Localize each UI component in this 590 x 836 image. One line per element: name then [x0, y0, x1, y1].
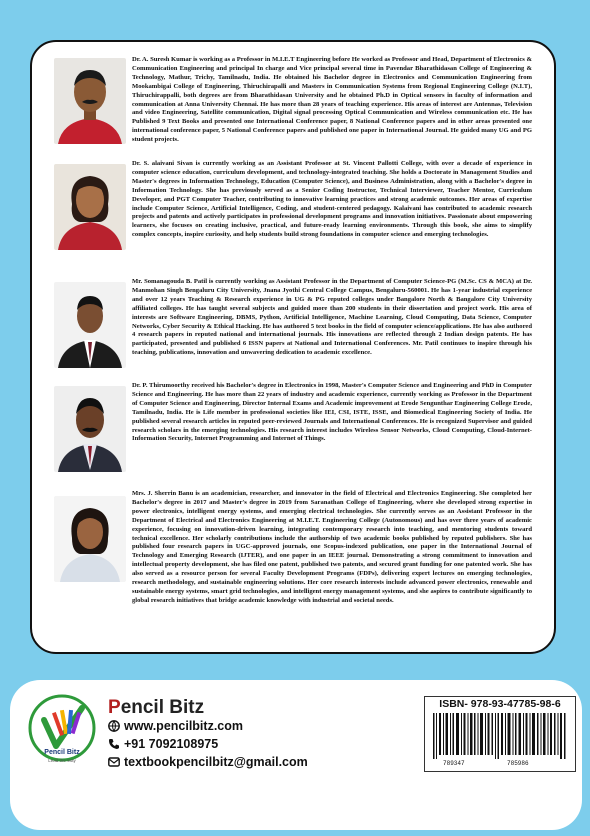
author-photo	[54, 496, 126, 582]
isbn-barcode	[424, 696, 576, 772]
email-link[interactable]: textbookpencilbitz@gmail.com	[108, 754, 308, 770]
isbn-number: ISBN- 978-93-47785-98-6	[439, 698, 561, 710]
author-photo	[54, 58, 126, 144]
svg-text:Lead the Way: Lead the Way	[48, 758, 76, 763]
bio-text: Dr. P. Thirumoorthy received his Bachelor's degree in Electronics in 1998, Master's Computer Science and Engineering and PhD in Computer Science and Engineering. He has more than 22 years of industry and academic experience, currently working as Professor in the Department of Computer Science and Engineering, Director Internal Exams and Academic improvement at Erode Sengunthar Engineering College Erode, Tamilnadu, India. He is Life member in professional societies like IEI, CSI, ISTE, ISSE, and Biomedical Engineering Society of India. He published several research articles in reputed peer-reviewed Journals and International Conferences. He is recognized Supervisor and guided research scholars in the emerging technologies. His research interest includes Wireless Sensor Networks, Cloud Computing, Cloud-Internet-Information Security, Internet Programming and Internet of Things.	[132, 382, 532, 443]
bio-text: Mr. Somanagouda B. Patil is currently working as Assistant Professor in the Department of Computer Science-PG (M.Sc. CS & MCA) at Dr. Manmohan Singh Bengaluru City University, Jnana Jyothi Central College Campus, Bengaluru-560001. He has 1-year industrial experience and over 12 years Teaching & Research experience in UG & PG reputed colleges under Bangalore North & Bangalore City University affiliated colleges. He has taught several subjects and guided more than 200 students in their dissertation and project work. His area of interests are Software Engineering, DBMS, Python, Artificial Intelligence, Machine Learning, Cloud Computing, Data Science, Computer Networks, Cyber Security & Ethical Hacking. He has authored 5 text books in the field of computer science/applications. He has also authored 4 research papers in reputed national and international journals. His innovations are reflected through 2 Indian design patents. He has participated, presented and published 6 ISSN papers at National and International Conferences. Mr. Patil continues to inspire through his teaching, publications, innovation and unwavering dedication to academic excellence.	[132, 278, 532, 357]
author-photo	[54, 164, 126, 250]
author-photo	[54, 386, 126, 472]
portrait-man-blazer-icon	[54, 386, 126, 472]
svg-text:Pencil Bitz: Pencil Bitz	[44, 749, 80, 756]
author-bios-panel	[30, 40, 556, 654]
bio-text: Dr. A. Suresh Kumar is working as a Professor in M.I.E.T Engineering before He worked as Professor and Head, Department of Electronics & Communication Engineering and principal In charge and Vice principal several time in Pavendar Bharathidasan College of Engineering & Technology, Mathur, Trichy, Tamilnadu, India. He obtained his Bachelor degree in Electronics and Communication Engineering from Mookambigai College of Engineering, Thiruchirapalli and Masters in Communication Systems from Regional Engineering College (N.I.T), Thiruchirappalli, both degrees are from Bharathidasan University and he obtained Ph.D in Optical sensors in faculty of information and communication at Anna University Chennai. He has more than 28 years of teaching experience. His areas of interest are Antennas, Television and video Engineering, Satellite communication, Digital signal processing Optical Communication and Wireless communication etc. He has Published 9 Text Books and presented one International Conference paper, 8 National Conference papers and in other areas presented one international conference paper, 5 National Conference papers and published one paper in International Journal. He guided many UG and PG student projects.	[132, 56, 532, 144]
barcode-digits-left: 789347	[443, 760, 465, 767]
globe-icon	[108, 720, 120, 732]
portrait-woman-red-icon	[54, 164, 126, 250]
publisher-footer	[10, 680, 582, 830]
author-photo	[54, 282, 126, 368]
portrait-man-red-shirt-icon	[54, 58, 126, 144]
phone-number[interactable]: +91 7092108975	[108, 736, 218, 752]
mail-icon	[108, 756, 120, 768]
bio-text: Dr. S. alaivani Sivan is currently working as an Assistant Professor at St. Vincent Pallotti College, with over a decade of experience in computer science education, curriculum development, and technology-integrated teaching. She holds a Doctorate in Management Studies and Master's degrees in Information Technology, Education (Computer Science), and Business Administration, along with a Bachelor's degree in Information Technology. She has previously served as a Senior Coding Instructor, Technical Interviewer, Teacher Mentor, Curriculum Developer, and PGT Computer Teacher, contributing to innovative learning practices and strong academic outcomes. Her areas of expertise include Computer Science, Artificial Intelligence, Coding, and student-centered pedagogy. Kalaivani has contributed to academic research projects and patents and actively participates in professional development programs and innovation initiatives. Passionate about empowering learners, she focuses on creating inclusive, practical, and future-ready learning environments. Through this book, she aims to simplify complex concepts, inspire curiosity, and help students build strong foundations in computer science and emerging technologies.	[132, 160, 532, 239]
portrait-woman-graduate-icon	[54, 496, 126, 582]
website-link[interactable]: www.pencilbitz.com	[108, 718, 243, 734]
barcode-icon	[433, 713, 567, 759]
phone-icon	[108, 738, 120, 750]
publisher-name: Pencil Bitz	[108, 697, 205, 718]
bio-text: Mrs. J. Sherrin Banu is an academician, researcher, and innovator in the field of Electrical and Electronics Engineering. She completed her Bachelor's degree in 2017 and Master's degree in 2019 from Saranathan College of Engineering, where she developed strong expertise in power electronics, intelligent energy systems, and emerging electrical technologies. She currently serves as an Assistant Professor in the Department of Electrical and Electronics Engineering at M.I.E.T. Engineering College (Autonomous) and has over three years of academic experience, focusing on innovation-driven learning, integrating contemporary research into teaching, and mentoring students toward technical excellence. Her scholarly contributions include the authorship of two academic books published by reputed publishers. She has published four research papers in UGC-approved journals, one Scopus-indexed publication, one paper in the International Journal of Technology and Emerging Research (IJTER), and one paper in an IEEE journal. Demonstrating a strong commitment to innovation and intellectual property development, she has filed one patent, published two patents, and secured grant funding for one patented work. She has also served as a resource person for several Faculty Development Programs (FDPs), delivering expert lectures on emerging technologies, research methodology, and sustainable engineering solutions. Her core research interests include advanced power electronics, renewable and sustainable energy systems, smart grid technologies, and intelligent energy management systems, and she aspires to contribute significantly to global research initiatives that bridge academic knowledge with industrial and societal needs.	[132, 490, 532, 604]
portrait-man-suit-icon	[54, 282, 126, 368]
barcode-digits-right: 785986	[507, 760, 529, 767]
pencil-bitz-logo-icon	[22, 690, 102, 770]
